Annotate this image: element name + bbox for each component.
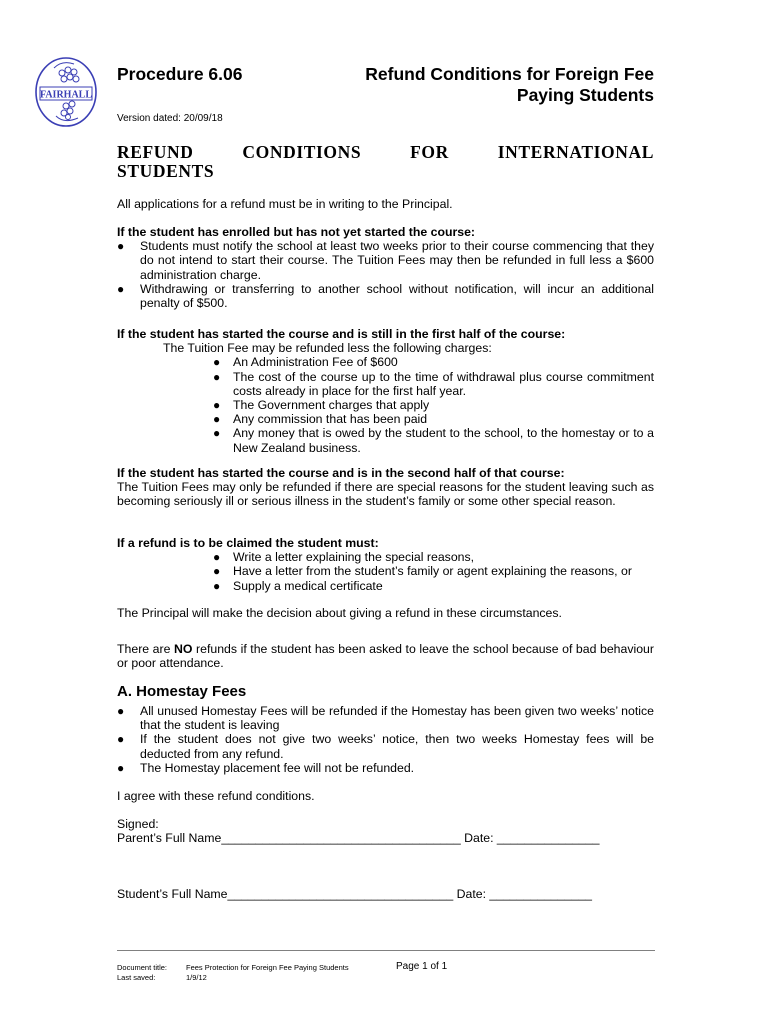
bullet-icon: ● — [213, 355, 221, 370]
bullet-icon: ● — [117, 239, 125, 254]
section-heading: If the student has started the course and is in the second half of that course: — [117, 466, 565, 480]
section-lead: The Tuition Fee may be refunded less the following charges: — [163, 341, 492, 356]
procedure-number: Procedure 6.06 — [117, 64, 243, 84]
intro-text: All applications for a refund must be in writing to the Principal. — [117, 197, 453, 211]
bullet-list — [117, 355, 654, 454]
footer-divider — [117, 950, 655, 951]
principal-decision-text: The Principal will make the decision about giving a refund in these circumstances. — [117, 606, 562, 620]
last-saved-label: Last saved: — [117, 973, 156, 982]
list-item: ● Any money that is owed by the student to the school, to the homestay or to a New Zealand business. — [213, 426, 654, 455]
bullet-icon: ● — [213, 578, 221, 593]
homestay-heading: A. Homestay Fees — [117, 683, 247, 700]
bullet-icon: ● — [213, 426, 221, 441]
bullet-list — [117, 704, 654, 775]
no-refunds-text: There are NO refunds if the student has been asked to leave the school because of bad behaviour or poor attendance. — [117, 642, 654, 671]
list-item: ● An Administration Fee of $600 — [213, 355, 398, 370]
parent-signature-line[interactable]: Parent’s Full Name___________________________________ Date: _______________ — [117, 831, 600, 845]
list-item: ● The cost of the course up to the time of withdrawal plus course commitment costs already in place for the first half year. — [213, 369, 654, 398]
section-heading: If the student has enrolled but has not yet started the course: — [117, 225, 476, 239]
doc-title-value: Fees Protection for Foreign Fee Paying Students — [186, 963, 349, 972]
document-title-line2: Paying Students — [516, 85, 654, 105]
bullet-icon: ● — [117, 732, 125, 747]
list-item: ● The Homestay placement fee will not be refunded. — [117, 760, 415, 775]
list-item: ● Students must notify the school at least two weeks prior to their course commencing that they do not intend to start their course. The Tuition Fees may then be refunded in full less a $600 administration charge. — [117, 239, 654, 282]
bullet-icon: ● — [117, 760, 125, 775]
homestay-section — [117, 704, 654, 775]
list-item: ● All unused Homestay Fees will be refunded if the Homestay has been given two weeks’ notice that the student is leaving — [117, 704, 654, 733]
bullet-list — [117, 239, 654, 310]
fairhall-school-crest-icon — [34, 56, 98, 128]
section-second-half — [117, 466, 654, 509]
version-date: Version dated: 20/09/18 — [117, 113, 223, 124]
document-title-line1: Refund Conditions for Foreign Fee — [365, 64, 654, 84]
list-item: ● Withdrawing or transferring to another school without notification, will incur an additional penalty of $500. — [117, 281, 654, 311]
bullet-icon: ● — [117, 704, 125, 718]
bullet-list — [117, 550, 654, 593]
list-item: ● The Government charges that apply — [213, 398, 430, 413]
signed-label: Signed: — [117, 817, 159, 831]
last-saved-value: 1/9/12 — [186, 973, 207, 982]
list-item: ● If the student does not give two weeks’ notice, then two weeks Homestay fees will be deducted from any refund. — [117, 732, 654, 761]
main-title-line1: REFUND CONDITIONS FOR INTERNATIONAL — [117, 142, 654, 162]
student-signature-line[interactable]: Student’s Full Name_________________________________ Date: _______________ — [117, 887, 592, 901]
section-heading: If the student has started the course and is still in the first half of the course: — [117, 327, 566, 341]
page-number: Page 1 of 1 — [396, 961, 448, 972]
list-item: ● Any commission that has been paid — [213, 412, 428, 427]
bullet-icon: ● — [213, 550, 221, 565]
bullet-icon: ● — [213, 369, 221, 384]
section-refund-claim — [117, 536, 654, 593]
svg-text:FAIRHALL: FAIRHALL — [39, 89, 93, 101]
school-logo — [34, 56, 98, 128]
document-title — [340, 64, 654, 106]
bullet-icon: ● — [213, 412, 221, 427]
section-text: The Tuition Fees may only be refunded if there are special reasons for the student leaving such as becoming seriously ill or serious illness in the student’s family or some other special reason. — [117, 480, 654, 509]
bullet-icon: ● — [117, 281, 125, 296]
section-enrolled-not-started — [117, 225, 654, 310]
main-title-line2: STUDENTS — [117, 161, 215, 181]
agree-text: I agree with these refund conditions. — [117, 789, 315, 803]
bullet-icon: ● — [213, 398, 221, 413]
doc-title-label: Document title: — [117, 963, 168, 972]
bullet-icon: ● — [213, 564, 221, 579]
list-item: ● Have a letter from the student’s family or agent explaining the reasons, or — [213, 564, 632, 579]
list-item: ● Write a letter explaining the special reasons, — [213, 550, 475, 565]
section-first-half — [117, 327, 654, 455]
section-heading: If a refund is to be claimed the student must: — [117, 536, 379, 550]
list-item: ● Supply a medical certificate — [213, 578, 383, 593]
